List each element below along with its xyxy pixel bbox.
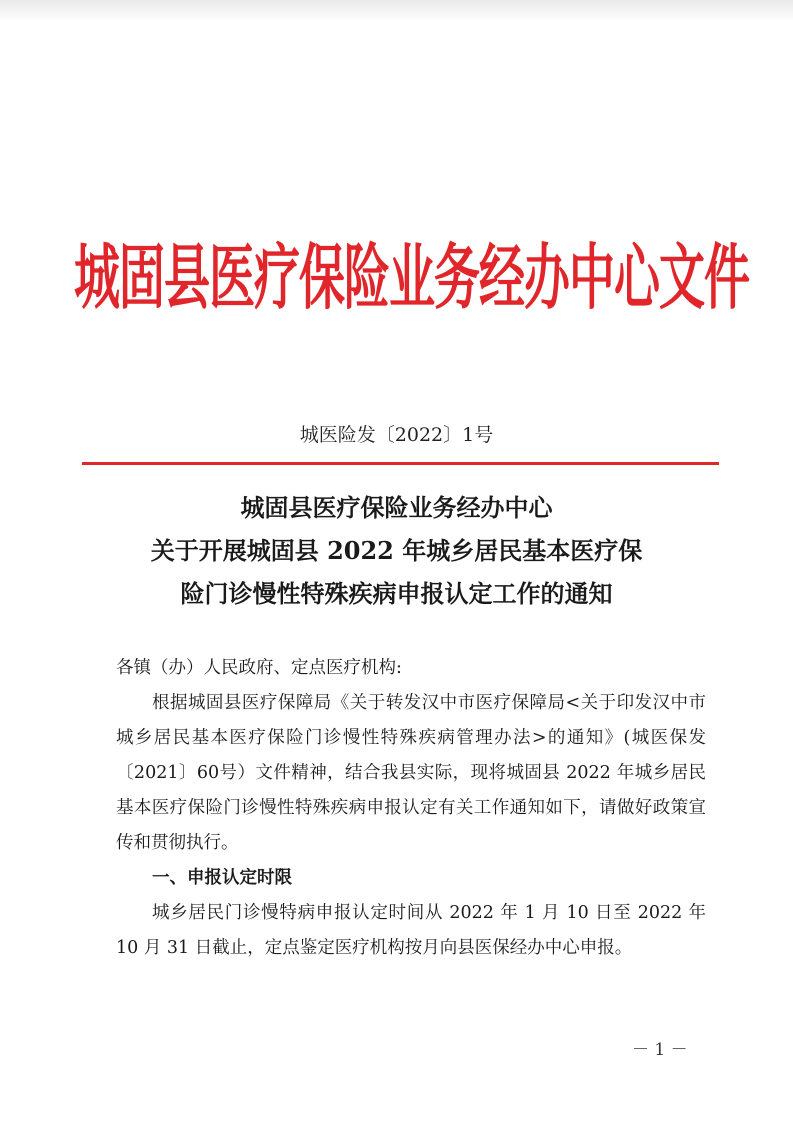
document-number: 城医险发〔2022〕1号 xyxy=(299,424,494,446)
red-header-title: 城固县医疗保险业务经办中心文件 xyxy=(74,235,749,319)
section-heading-1: 一、申报认定时限 xyxy=(152,868,292,888)
scan-top-edge xyxy=(0,0,793,22)
notice-title-line-2: 关于开展城固县 2022 年城乡居民基本医疗保 xyxy=(150,536,643,565)
notice-title-line-1: 城固县医疗保险业务经办中心 xyxy=(240,493,553,522)
red-divider-line xyxy=(82,462,719,465)
salutation: 各镇（办）人民政府、定点医疗机构: xyxy=(116,658,402,678)
notice-title xyxy=(60,486,733,615)
notice-title-line-3: 险门诊慢性特殊疾病申报认定工作的通知 xyxy=(180,579,613,608)
body-paragraph-1: 根据城固县医疗保障局《关于转发汉中市医疗保障局<关于印发汉中市城乡居民基本医疗保险门诊慢性特殊疾病管理办法>的通知》(城医保发〔2021〕60号）文件精神，结合我县实际，现将城固县 2022 年城乡居民基本医疗保险门诊慢性特殊疾病申报认定有关工作通知如下，请做好政策宣传和贯彻执行。 xyxy=(116,693,706,853)
document-body xyxy=(116,651,706,966)
page-number: － 1 － xyxy=(632,1040,688,1060)
body-paragraph-2: 城乡居民门诊慢特病申报认定时间从 2022 年 1 月 10 日至 2022 年 10 月 31 日截止，定点鉴定医疗机构按月向县医保经办中心申报。 xyxy=(116,903,706,958)
